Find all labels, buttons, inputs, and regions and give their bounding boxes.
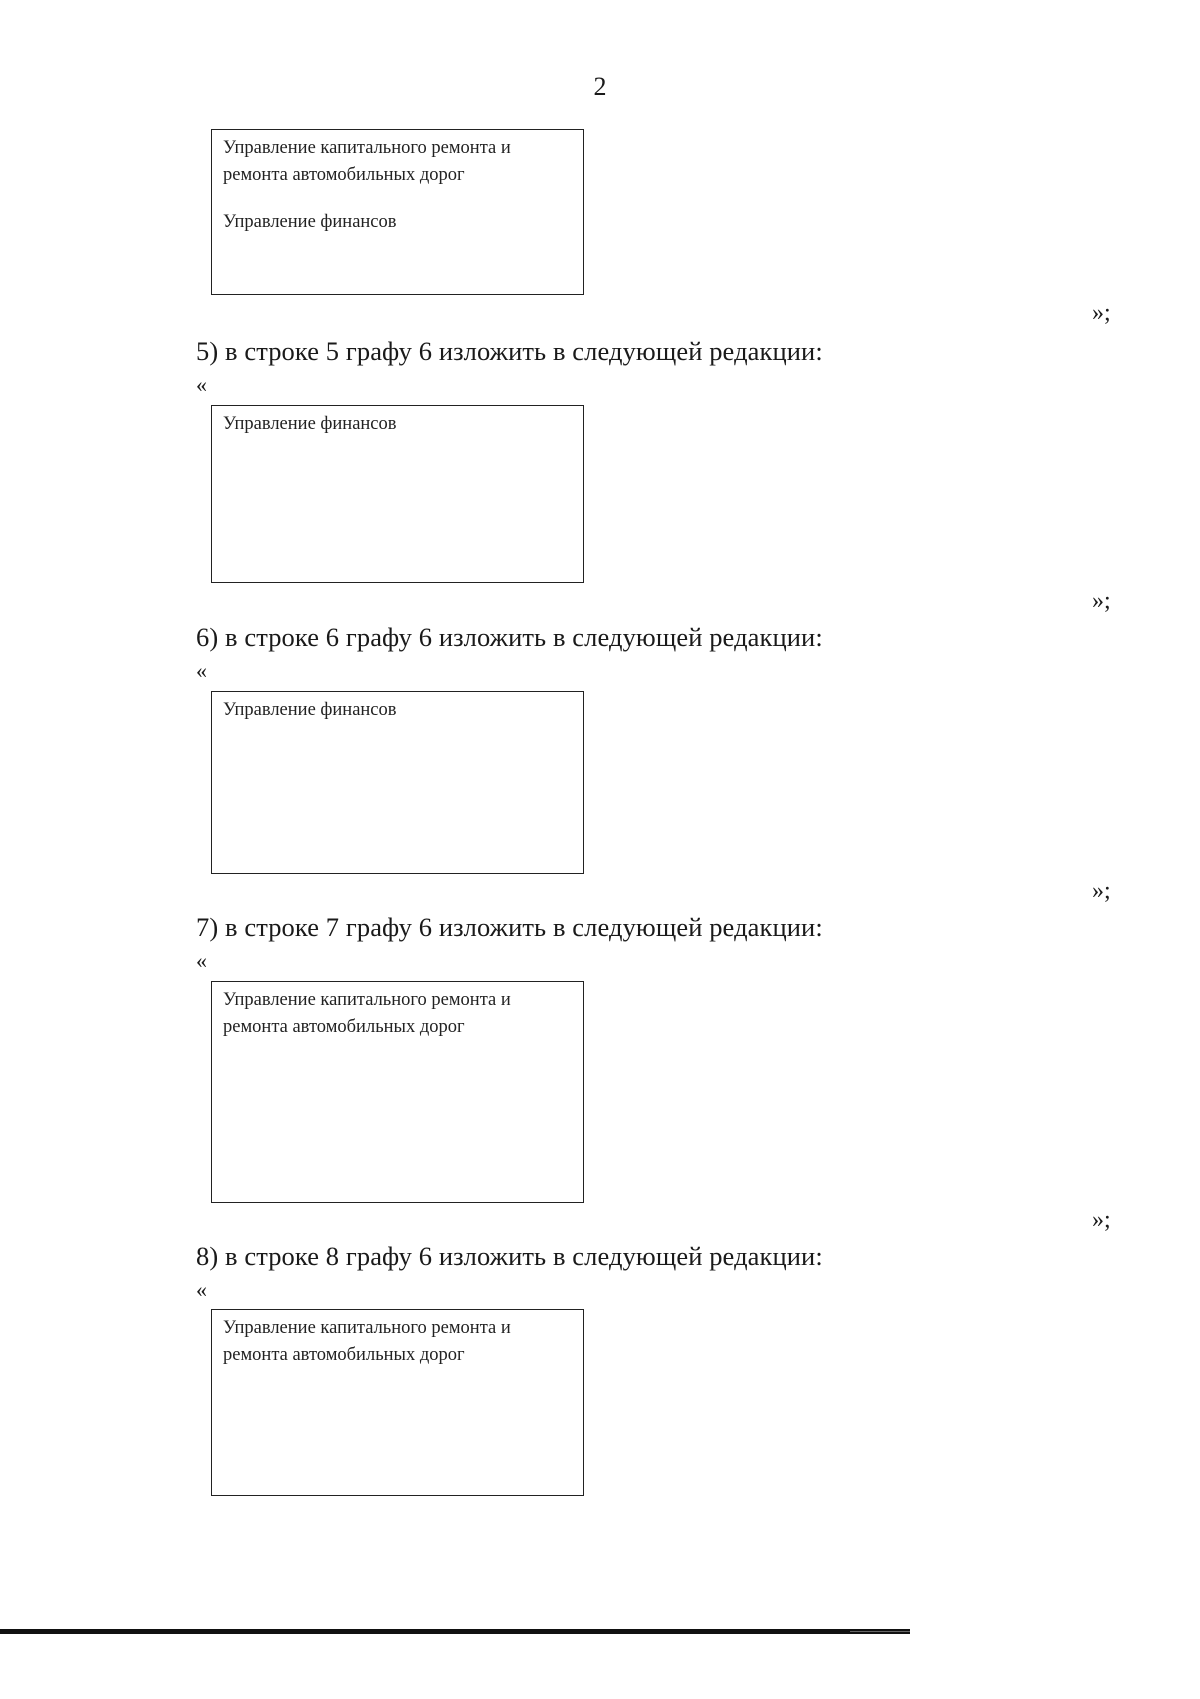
instruction-5: 5) в строке 5 графу 6 изложить в следующей редакции: <box>196 336 823 366</box>
cell-line: Управление капитального ремонта и <box>223 1318 511 1338</box>
open-quote-8: « <box>196 1277 207 1302</box>
open-quote-6: « <box>196 658 207 683</box>
cell-line: ремонта автомобильных дорог <box>223 1345 465 1365</box>
cell-line: Управление капитального ремонта и <box>223 138 511 158</box>
cell-line: Управление финансов <box>223 700 397 720</box>
cell-box-1 <box>211 129 584 295</box>
instruction-8: 8) в строке 8 графу 6 изложить в следующей редакции: <box>196 1241 823 1271</box>
close-quote-5: »; <box>1092 588 1111 614</box>
close-quote-7: »; <box>1092 1207 1111 1233</box>
open-quote-7: « <box>196 948 207 973</box>
cell-box-8 <box>211 1309 584 1496</box>
close-quote-1: »; <box>1092 300 1111 326</box>
cell-box-5 <box>211 405 584 583</box>
close-quote-6: »; <box>1092 878 1111 904</box>
cell-line: ремонта автомобильных дорог <box>223 1017 465 1037</box>
bottom-rule <box>0 1629 910 1634</box>
cell-line: ремонта автомобильных дорог <box>223 165 465 185</box>
cell-line: Управление финансов <box>223 414 397 434</box>
instruction-6: 6) в строке 6 графу 6 изложить в следующей редакции: <box>196 622 823 652</box>
cell-line: Управление капитального ремонта и <box>223 990 511 1010</box>
cell-line: Управление финансов <box>223 212 397 232</box>
cell-box-6 <box>211 691 584 874</box>
page-number: 2 <box>593 72 607 101</box>
open-quote-5: « <box>196 372 207 397</box>
instruction-7: 7) в строке 7 графу 6 изложить в следующей редакции: <box>196 912 823 942</box>
bottom-rule-tail <box>850 1631 910 1632</box>
cell-box-7 <box>211 981 584 1203</box>
